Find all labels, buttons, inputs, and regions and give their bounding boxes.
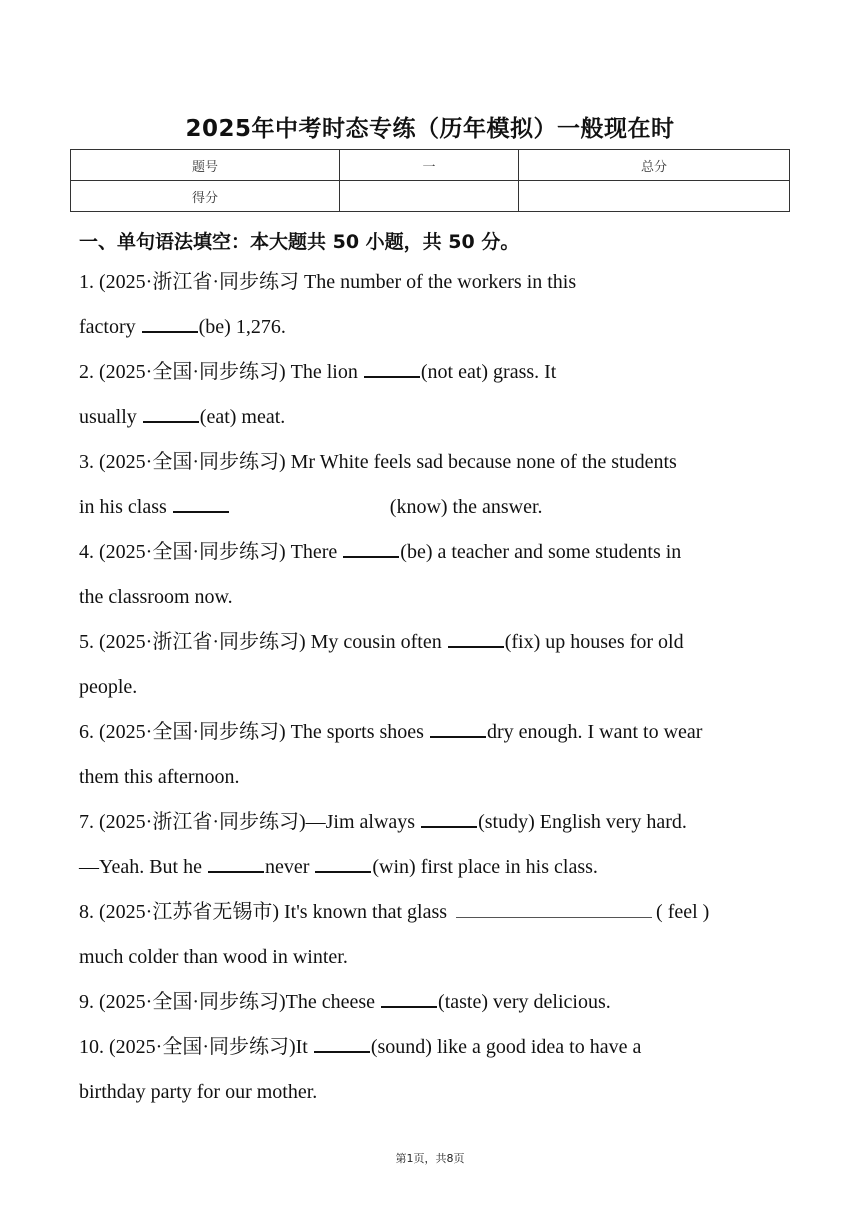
document-title: 2025年中考时态专练（历年模拟）一般现在时	[185, 116, 675, 142]
question-text: It's known that glass	[278, 901, 453, 923]
question-text: them this afternoon.	[79, 766, 240, 788]
answer-blank[interactable]	[381, 984, 437, 1008]
question-1	[79, 260, 789, 350]
question-source: (2025·全国·同步练习)	[99, 721, 286, 743]
answer-blank[interactable]	[456, 895, 652, 918]
question-9	[79, 980, 789, 1025]
answer-blank[interactable]	[448, 624, 504, 648]
question-text: much colder than wood in winter.	[79, 946, 348, 968]
score-cell-total-score[interactable]	[519, 181, 790, 212]
question-7	[79, 800, 789, 890]
question-10	[79, 1025, 789, 1115]
answer-blank[interactable]	[208, 849, 264, 873]
score-table-header-row	[71, 150, 790, 181]
question-text: Mr White feels sad because none of the students	[285, 451, 677, 473]
question-source: (2025·全国·同步练习)	[99, 451, 286, 473]
question-text: The cheese	[285, 991, 381, 1013]
question-text: The lion	[285, 361, 363, 383]
question-text: (study) English very hard.	[478, 811, 687, 833]
question-source: (2025·浙江省·同步练习)	[99, 631, 306, 653]
question-text: factory	[79, 316, 141, 338]
question-number: 7.	[79, 811, 94, 833]
score-cell-section-one-score[interactable]	[340, 181, 519, 212]
question-source: (2025·江苏省无锡市)	[99, 901, 279, 923]
score-table	[70, 149, 790, 212]
question-number: 2.	[79, 361, 94, 383]
question-number: 6.	[79, 721, 94, 743]
question-text: people.	[79, 676, 138, 698]
answer-blank[interactable]	[142, 309, 198, 333]
score-cell-score-label: 得分	[71, 181, 340, 212]
question-8	[79, 890, 789, 980]
question-5	[79, 620, 789, 710]
question-text: (eat) meat.	[199, 406, 286, 428]
question-text: (fix) up houses for old	[504, 631, 684, 653]
answer-blank[interactable]	[143, 399, 199, 423]
question-number: 10.	[79, 1036, 104, 1058]
question-number: 5.	[79, 631, 94, 653]
question-number: 4.	[79, 541, 94, 563]
answer-blank[interactable]	[173, 489, 229, 513]
answer-blank[interactable]	[343, 534, 399, 558]
answer-blank[interactable]	[421, 804, 477, 828]
question-6	[79, 710, 789, 800]
page-footer: 第1页，共8页	[395, 1152, 465, 1165]
question-text: (be) a teacher and some students in	[400, 541, 682, 563]
question-text: (sound) like a good idea to have a	[370, 1036, 642, 1058]
question-source: (2025·全国·同步练习)	[109, 1036, 296, 1058]
answer-blank[interactable]	[430, 714, 486, 738]
question-text: birthday party for our mother.	[79, 1081, 318, 1103]
question-3	[79, 440, 789, 530]
answer-blank[interactable]	[315, 849, 371, 873]
score-cell-total-label: 总分	[519, 150, 790, 181]
question-text: in his class	[79, 496, 172, 518]
question-text: dry enough. I want to wear	[486, 721, 703, 743]
score-table-score-row	[71, 181, 790, 212]
question-text: There	[285, 541, 343, 563]
question-text: (not eat) grass. It	[420, 361, 557, 383]
question-source: (2025·全国·同步练习)	[99, 541, 286, 563]
question-source: (2025·浙江省·同步练习	[99, 271, 299, 293]
question-text: (win) first place in his class.	[372, 856, 598, 878]
question-text: ( feel )	[656, 901, 710, 923]
section-heading: 一、单句语法填空：本大题共 50 小题，共 50 分。	[79, 231, 520, 253]
question-source: (2025·浙江省·同步练习)	[99, 811, 306, 833]
question-number: 3.	[79, 451, 94, 473]
answer-blank[interactable]	[364, 354, 420, 378]
question-source: (2025·全国·同步练习)	[99, 991, 286, 1013]
answer-blank[interactable]	[314, 1029, 370, 1053]
question-number: 9.	[79, 991, 94, 1013]
question-text: —Jim always	[305, 811, 421, 833]
question-4	[79, 530, 789, 620]
question-number: 1.	[79, 271, 94, 293]
question-source: (2025·全国·同步练习)	[99, 361, 286, 383]
question-text: My cousin often	[305, 631, 447, 653]
question-text: usually	[79, 406, 142, 428]
question-text: The number of the workers in this	[298, 271, 577, 293]
question-2	[79, 350, 789, 440]
score-cell-question-number-label: 题号	[71, 150, 340, 181]
question-text: (be) 1,276.	[198, 316, 286, 338]
question-text: It	[295, 1036, 313, 1058]
question-text: (taste) very delicious.	[438, 991, 611, 1013]
question-text: never	[264, 856, 315, 878]
question-text: (know) the answer.	[389, 496, 543, 518]
question-text: the classroom now.	[79, 586, 233, 608]
question-list	[79, 260, 789, 1115]
question-text: —Yeah. But he	[79, 856, 207, 878]
question-text: The sports shoes	[285, 721, 429, 743]
score-cell-section-one-label: 一	[340, 150, 519, 181]
question-number: 8.	[79, 901, 94, 923]
